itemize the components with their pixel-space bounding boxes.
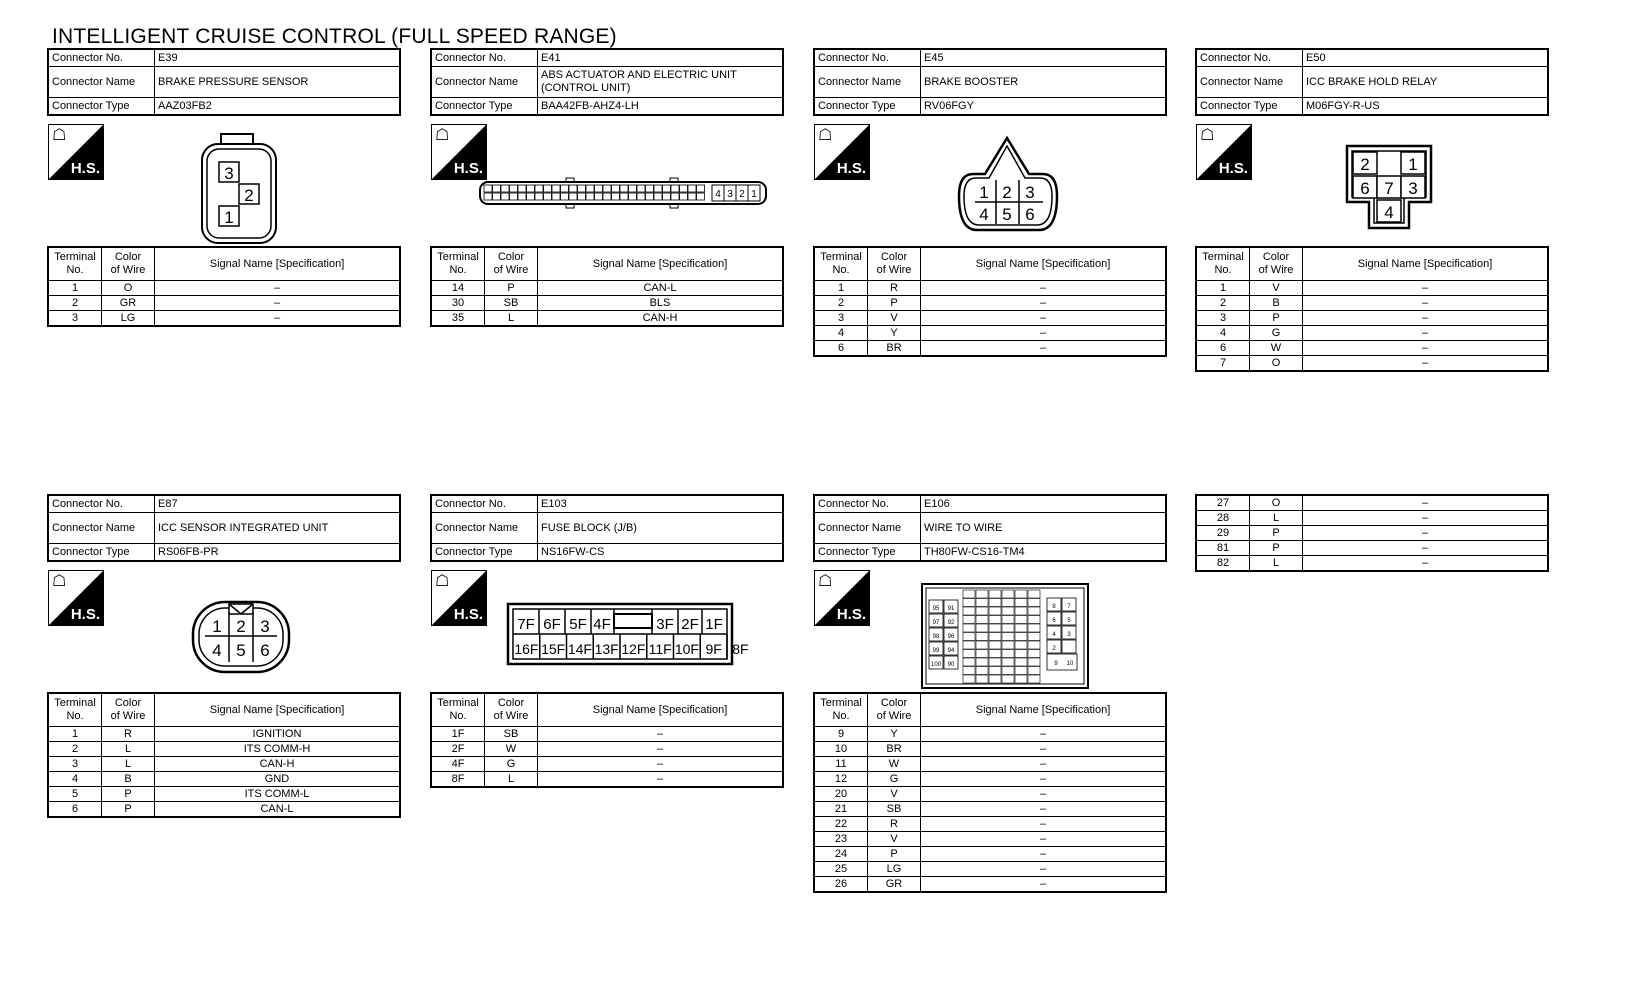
table-row: 82 L – — [1196, 556, 1548, 572]
connector-type-label: Connector Type — [431, 544, 538, 562]
table-row: 14 P CAN-L — [431, 281, 783, 296]
harness-side-icon: ☖ H.S. — [48, 124, 104, 180]
connector-no-value: E103 — [538, 495, 784, 513]
pin-label: 6 — [1360, 179, 1370, 198]
harness-side-icon: ☖ H.S. — [48, 570, 104, 626]
table-row: 4 Y – — [814, 326, 1166, 341]
pin-label: 91 — [947, 606, 955, 612]
pin-label: 4 — [715, 189, 721, 200]
terminal-table — [430, 692, 784, 788]
pin-label: 6 — [1052, 618, 1056, 624]
pin-label: 1 — [212, 617, 222, 636]
pin-label: 96 — [947, 634, 955, 640]
connector-name-line1: ABS ACTUATOR AND ELECTRIC UNIT — [541, 69, 737, 81]
table-row: 30 SB BLS — [431, 296, 783, 311]
pin-label: 8 — [1052, 604, 1056, 610]
connector-name-value — [1303, 67, 1549, 98]
pin-label: 6 — [260, 641, 270, 660]
connector-no-label: Connector No. — [814, 49, 921, 67]
color-header: Color of Wire — [868, 693, 921, 727]
terminal-table — [430, 246, 784, 327]
connector-face-diagram — [506, 602, 749, 668]
pin-label: 5 — [1002, 205, 1012, 224]
terminal-header: Terminal No. — [814, 247, 868, 281]
table-row: 20 V – — [814, 787, 1166, 802]
pin-label: 11F — [648, 641, 672, 657]
table-row: 1 R – — [814, 281, 1166, 296]
pin-label: 1 — [751, 189, 757, 200]
pin-label: 2 — [1052, 646, 1056, 652]
table-row: 2F W – — [431, 742, 783, 757]
connector-no-label: Connector No. — [48, 49, 155, 67]
pin-label: 9 — [1054, 661, 1058, 667]
pin-label: 1F — [705, 616, 723, 633]
pin-label: 98 — [932, 634, 940, 640]
connector-e106-continuation — [1195, 494, 1549, 572]
pin-label: 95 — [932, 606, 940, 612]
pin-label: 12F — [621, 641, 646, 657]
connector-block-e106 — [813, 494, 1167, 890]
pin-label: 10 — [1066, 661, 1074, 667]
pin-label: 99 — [932, 648, 940, 654]
pin-label: 3F — [656, 616, 674, 633]
terminal-table-continued — [1195, 494, 1549, 572]
signal-header: Signal Name [Specification] — [921, 693, 1167, 727]
table-row: 2 L ITS COMM-H — [48, 742, 400, 757]
pin-label: 9F — [705, 641, 722, 657]
connector-no-label: Connector No. — [814, 495, 921, 513]
table-row: 8F L – — [431, 772, 783, 788]
pin-label: 1 — [1408, 155, 1418, 174]
table-row: 6 W – — [1196, 341, 1548, 356]
connector-no-value: E45 — [921, 49, 1167, 67]
table-row: 2 P – — [814, 296, 1166, 311]
connector-no-value: E41 — [538, 49, 784, 67]
signal-header: Signal Name [Specification] — [921, 247, 1167, 281]
pin-label: 94 — [947, 648, 955, 654]
terminal-header: Terminal No. — [48, 693, 102, 727]
table-row: 3 L CAN-H — [48, 757, 400, 772]
pin-label: 5 — [236, 641, 246, 660]
signal-header: Signal Name [Specification] — [538, 247, 784, 281]
connector-header-table — [1195, 48, 1549, 116]
table-row: 3 V – — [814, 311, 1166, 326]
connector-name-value — [155, 513, 401, 544]
terminal-table — [47, 692, 401, 818]
table-row: 81 P – — [1196, 541, 1548, 556]
table-row: 6 BR – — [814, 341, 1166, 357]
pin-label: 14F — [567, 641, 592, 657]
connector-face-diagram — [953, 134, 1063, 234]
connector-name-label: Connector Name — [814, 67, 921, 98]
connector-name-line1: ICC BRAKE HOLD RELAY — [1306, 75, 1438, 88]
table-row: 1 V – — [1196, 281, 1548, 296]
pin-label: 2 — [236, 617, 246, 636]
page-title: INTELLIGENT CRUISE CONTROL (FULL SPEED RANGE) — [52, 25, 617, 48]
harness-side-icon: ☖ H.S. — [814, 124, 870, 180]
pin-label: 2 — [1002, 183, 1012, 202]
table-row: 29 P – — [1196, 526, 1548, 541]
terminal-table — [47, 246, 401, 327]
connector-name-line2: (CONTROL UNIT) — [541, 82, 631, 94]
connector-header-table — [430, 48, 784, 116]
connector-type-label: Connector Type — [814, 98, 921, 116]
terminal-header: Terminal No. — [814, 693, 868, 727]
terminal-header: Terminal No. — [48, 247, 102, 281]
connector-type-value: NS16FW-CS — [538, 544, 784, 562]
table-row: 25 LG – — [814, 862, 1166, 877]
table-row: 24 P – — [814, 847, 1166, 862]
pin-label: 3 — [260, 617, 270, 636]
pin-label: 4 — [1384, 203, 1394, 222]
connector-no-value: E106 — [921, 495, 1167, 513]
table-row: 21 SB – — [814, 802, 1166, 817]
color-header: Color of Wire — [1250, 247, 1303, 281]
pin-label: 92 — [947, 620, 955, 626]
terminal-table — [813, 246, 1167, 357]
table-row: 3 LG – — [48, 311, 400, 327]
connector-name-line1: WIRE TO WIRE — [924, 521, 1003, 534]
pin-label: 2 — [244, 186, 254, 205]
connector-face-diagram — [189, 596, 295, 676]
pin-label: 4 — [212, 641, 222, 660]
connector-face-diagram — [478, 176, 770, 212]
table-row: 23 V – — [814, 832, 1166, 847]
terminal-table — [1195, 246, 1549, 372]
table-row: 4 G – — [1196, 326, 1548, 341]
connector-name-label: Connector Name — [48, 513, 155, 544]
table-row: 26 GR – — [814, 877, 1166, 893]
signal-header: Signal Name [Specification] — [538, 693, 784, 727]
connector-type-label: Connector Type — [48, 98, 155, 116]
color-header: Color of Wire — [102, 693, 155, 727]
harness-side-icon: ☖ H.S. — [1196, 124, 1252, 180]
pin-label: 97 — [932, 620, 940, 626]
connector-type-label: Connector Type — [814, 544, 921, 562]
table-row: 22 R – — [814, 817, 1166, 832]
table-row: 5 P ITS COMM-L — [48, 787, 400, 802]
pin-label: 5F — [569, 616, 587, 633]
connector-face-diagram — [197, 132, 287, 247]
pin-label: 5 — [1067, 618, 1071, 624]
connector-name-label: Connector Name — [814, 513, 921, 544]
pin-label: 15F — [541, 641, 566, 657]
connector-type-value: AAZ03FB2 — [155, 98, 401, 116]
table-row: 4F G – — [431, 757, 783, 772]
terminal-header: Terminal No. — [431, 693, 485, 727]
pin-label: 3 — [1025, 183, 1035, 202]
connector-name-label: Connector Name — [431, 67, 538, 98]
connector-type-value: RS06FB-PR — [155, 544, 401, 562]
color-header: Color of Wire — [868, 247, 921, 281]
terminal-table — [813, 692, 1167, 893]
connector-name-line1: FUSE BLOCK (J/B) — [541, 521, 637, 534]
connector-name-label: Connector Name — [48, 67, 155, 98]
connector-type-label: Connector Type — [431, 98, 538, 116]
connector-no-label: Connector No. — [48, 495, 155, 513]
pin-label: 8F — [732, 641, 749, 657]
pin-label: 2F — [681, 616, 699, 633]
connector-no-value: E87 — [155, 495, 401, 513]
table-row: 11 W – — [814, 757, 1166, 772]
table-row: 2 GR – — [48, 296, 400, 311]
connector-no-label: Connector No. — [431, 495, 538, 513]
connector-header-table — [47, 48, 401, 116]
connector-name-line1: ICC SENSOR INTEGRATED UNIT — [158, 521, 329, 534]
pin-label: 4F — [593, 616, 611, 633]
connector-name-label: Connector Name — [431, 513, 538, 544]
connector-header-table — [430, 494, 784, 562]
connector-header-table — [813, 494, 1167, 562]
table-row: 6 P CAN-L — [48, 802, 400, 818]
pin-label: 3 — [1408, 179, 1418, 198]
connector-header-table — [47, 494, 401, 562]
terminal-header: Terminal No. — [1196, 247, 1250, 281]
connector-type-value: TH80FW-CS16-TM4 — [921, 544, 1167, 562]
connector-no-value: E39 — [155, 49, 401, 67]
connector-name-line1: BRAKE PRESSURE SENSOR — [158, 75, 309, 88]
connector-name-line1: BRAKE BOOSTER — [924, 75, 1019, 88]
connector-header-table — [813, 48, 1167, 116]
pin-label: 4 — [1052, 632, 1056, 638]
connector-name-value — [538, 67, 784, 98]
pin-label: 3 — [1067, 632, 1071, 638]
connector-block-e50 — [1195, 48, 1549, 369]
table-row: 28 L – — [1196, 511, 1548, 526]
pin-label: 7F — [517, 616, 535, 633]
terminal-header: Terminal No. — [431, 247, 485, 281]
pin-label: 13F — [594, 641, 619, 657]
connector-block-e41 — [430, 48, 784, 324]
table-row: 10 BR – — [814, 742, 1166, 757]
color-header: Color of Wire — [102, 247, 155, 281]
connector-block-e39 — [47, 48, 401, 324]
connector-face-diagram — [919, 580, 1091, 692]
connector-type-label: Connector Type — [1196, 98, 1303, 116]
pin-label: 3 — [727, 189, 733, 200]
connector-block-e103 — [430, 494, 784, 785]
pin-label: 7 — [1384, 179, 1394, 198]
connector-type-value: M06FGY-R-US — [1303, 98, 1549, 116]
pin-label: 100 — [930, 662, 942, 668]
pin-label: 2 — [1360, 155, 1370, 174]
color-header: Color of Wire — [485, 247, 538, 281]
connector-type-label: Connector Type — [48, 544, 155, 562]
pin-label: 10F — [674, 641, 699, 657]
connector-name-value — [155, 67, 401, 98]
table-row: 2 B – — [1196, 296, 1548, 311]
harness-side-icon: ☖ H.S. — [431, 124, 487, 180]
table-row: 4 B GND — [48, 772, 400, 787]
table-row: 3 P – — [1196, 311, 1548, 326]
pin-label: 4 — [979, 205, 989, 224]
connector-block-e87 — [47, 494, 401, 815]
pin-label: 6F — [543, 616, 561, 633]
connector-name-label: Connector Name — [1196, 67, 1303, 98]
connector-block-e45 — [813, 48, 1167, 354]
signal-header: Signal Name [Specification] — [1303, 247, 1549, 281]
pin-label: 2 — [739, 189, 745, 200]
table-row: 35 L CAN-H — [431, 311, 783, 327]
connector-name-value — [538, 513, 784, 544]
harness-side-icon: ☖ H.S. — [814, 570, 870, 626]
table-row: 1 R IGNITION — [48, 727, 400, 742]
table-row: 27 O – — [1196, 495, 1548, 511]
signal-header: Signal Name [Specification] — [155, 247, 401, 281]
table-row: 7 O – — [1196, 356, 1548, 372]
connector-face-diagram — [1345, 144, 1435, 234]
pin-label: 7 — [1067, 604, 1071, 610]
table-row: 9 Y – — [814, 727, 1166, 742]
pin-label: 1 — [979, 183, 989, 202]
color-header: Color of Wire — [485, 693, 538, 727]
harness-side-icon: ☖ H.S. — [431, 570, 487, 626]
pin-label: 3 — [224, 164, 234, 183]
table-row: 1 O – — [48, 281, 400, 296]
connector-no-label: Connector No. — [1196, 49, 1303, 67]
table-row: 12 G – — [814, 772, 1166, 787]
connector-name-value — [921, 513, 1167, 544]
pin-label: 16F — [514, 641, 539, 657]
connector-no-label: Connector No. — [431, 49, 538, 67]
table-row: 1F SB – — [431, 727, 783, 742]
signal-header: Signal Name [Specification] — [155, 693, 401, 727]
pin-label: 90 — [947, 662, 955, 668]
pin-label: 6 — [1025, 205, 1035, 224]
pin-label: 1 — [224, 208, 234, 227]
connector-type-value: RV06FGY — [921, 98, 1167, 116]
connector-type-value: BAA42FB-AHZ4-LH — [538, 98, 784, 116]
connector-no-value: E50 — [1303, 49, 1549, 67]
connector-name-value — [921, 67, 1167, 98]
